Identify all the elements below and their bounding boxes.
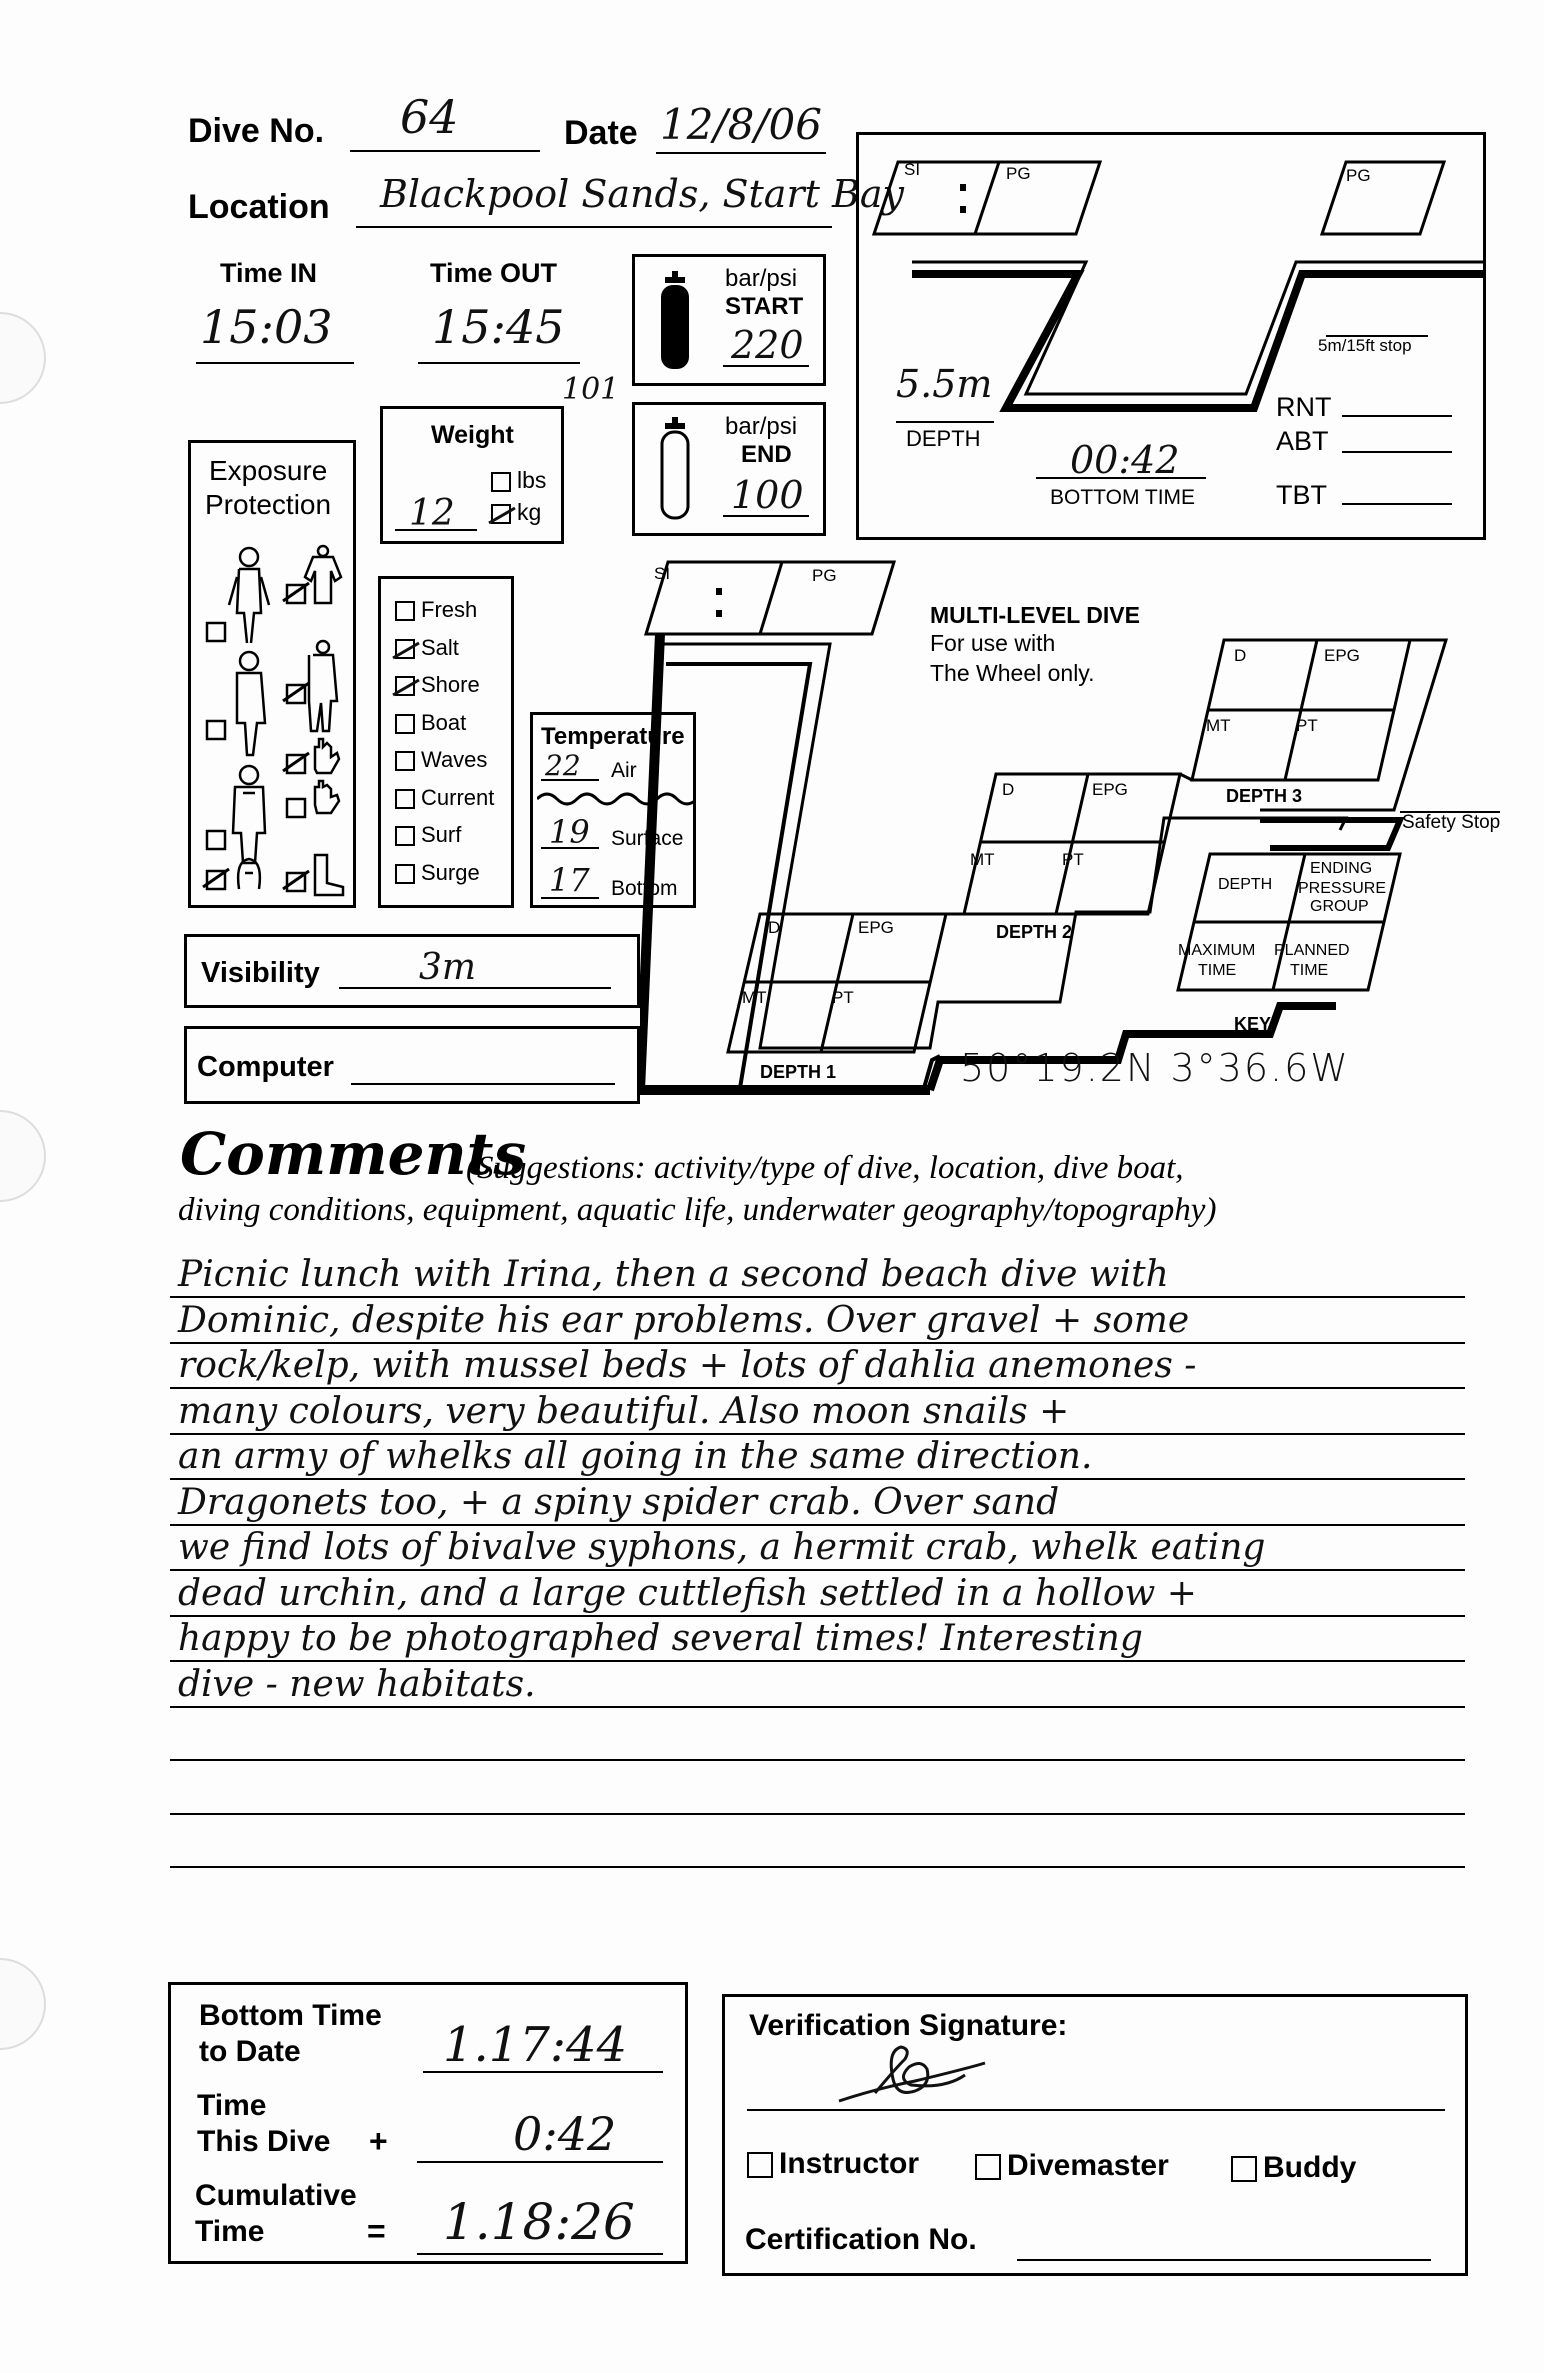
computer-box [184,1026,640,1104]
location-label: Location [188,188,330,226]
ml-subtitle-1: For use with [930,630,1056,656]
ml-key-pt-1: PLANNED [1274,942,1350,959]
buddy-label: Buddy [1263,2151,1357,2184]
ml-d3-epg-label: EPG [1324,646,1360,665]
verification-label: Verification Signature: [749,2009,1068,2042]
tank-end-box [632,402,826,536]
wetsuit-icon [237,652,265,755]
date-line [656,152,826,154]
ml-d1-d-label: D [768,918,781,937]
dive-no-value[interactable]: 64 [400,90,459,144]
weight-kg-checkbox[interactable] [491,504,511,524]
tank-start-value[interactable]: 220 [731,323,804,367]
signature-icon [835,2039,995,2109]
exposure-title-1: Exposure [209,455,328,486]
visibility-value[interactable]: 3m [419,947,477,988]
bottom-time-value[interactable]: 1.17:44 [443,2017,628,2073]
mitts-checkbox [287,799,305,817]
condition-surf[interactable] [395,822,494,860]
condition-checkbox[interactable] [395,826,415,846]
conditions-list [395,597,494,897]
condition-checkbox[interactable] [395,789,415,809]
ml-key-mt-1: MAXIMUM [1178,942,1256,959]
condition-label: Shore [421,672,480,697]
condition-fresh[interactable] [395,597,494,635]
comment-rule [170,1706,1465,1708]
ml-key-epg-1: ENDING [1310,860,1373,877]
comment-rule [170,1433,1465,1435]
time-in-label: Time IN [220,258,318,288]
weight-label: Weight [431,421,514,449]
ml-d3-d-label: D [1234,646,1247,665]
profile-bottom-time-label: BOTTOM TIME [1050,486,1196,509]
weight-lbs-checkbox[interactable] [491,472,511,492]
verify-buddy-option[interactable] [1231,2151,1356,2185]
condition-label: Current [421,784,495,810]
profile-pg-label: PG [1006,164,1031,183]
condition-label: Waves [421,747,488,772]
ml-d2-d-label: D [1002,780,1015,799]
location-line [356,226,832,228]
condition-surge[interactable] [395,860,494,898]
visibility-box [184,934,640,1008]
time-out-line [418,362,580,364]
bottom-time-label-1: Bottom Time [199,1999,382,2032]
gloves-icon [315,739,339,813]
binder-hole-middle [0,1110,46,1202]
ml-d2-epg-label: EPG [1092,780,1128,799]
cumulative-line [417,2253,663,2255]
totals-box [168,1982,688,2264]
condition-label: Boat [421,709,467,735]
comment-line[interactable]: Dragonets too, + a spiny spider crab. Over sand [178,1481,1060,1523]
condition-label: Surf [421,822,462,847]
swimsuit-checkbox [207,623,225,641]
cumulative-value[interactable]: 1.18:26 [443,2193,635,2251]
comments-heading: Comments [180,1120,527,1188]
tank-start-unit: bar/psi [725,265,798,292]
verify-instructor-option[interactable] [747,2147,919,2181]
time-in-line [196,362,354,364]
profile-depth-value[interactable]: 5.5m [896,362,993,406]
ml-safety-stop-label: Safety Stop [1402,812,1501,833]
cumulative-equals: = [367,2213,386,2249]
weight-lbs-option[interactable] [491,467,546,494]
ml-title: MULTI-LEVEL DIVE [930,602,1140,628]
dive-no-line [350,150,540,152]
drysuit-icon [233,766,265,863]
comments-suggestion-1: (Suggestions: activity/type of dive, location, dive boat, [466,1150,1184,1186]
ml-d3-mt-label: MT [1206,716,1231,735]
conditions-box [378,576,514,908]
comment-rule [170,1866,1465,1868]
temp-air-value[interactable]: 22 [545,749,581,782]
profile-rnt-label: RNT [1276,392,1332,422]
location-value[interactable]: Blackpool Sands, Start Bay [380,172,905,216]
ml-d1-mt-label: MT [742,988,767,1007]
wetsuit-checkbox [207,721,225,739]
temp-surface-value[interactable]: 19 [549,813,590,851]
ml-depth1-label: DEPTH 1 [760,1062,837,1082]
comments-suggestion-2: diving conditions, equipment, aquatic life, underwater geography/topography) [178,1192,1217,1228]
profile-descent-line [912,262,1486,394]
comment-rule [170,1387,1465,1389]
ml-key-epg-2: PRESSURE [1298,880,1387,897]
ml-key-label: KEY [1234,1014,1272,1034]
fullsuit-icon [309,641,337,731]
ml-d2-pt-label: PT [1062,850,1084,869]
time-in-value[interactable]: 15:03 [200,300,333,354]
weight-value[interactable]: 12 [409,493,455,534]
time-out-value[interactable]: 15:45 [432,300,565,354]
cumulative-label-1: Cumulative [195,2179,357,2212]
ml-key-pt-2: TIME [1290,962,1329,979]
weight-lbs-label: lbs [517,467,547,493]
condition-label: Surge [421,859,480,885]
computer-line [351,1083,615,1085]
condition-checkbox[interactable] [395,714,415,734]
certification-line [1017,2259,1431,2261]
ml-subtitle-2: The Wheel only. [930,660,1095,686]
ml-coordinates: 50°19.2N 3°36.6W [960,1046,1350,1090]
comment-line[interactable]: Picnic lunch with Irina, then a second beach dive with [178,1254,1169,1295]
this-dive-label-1: Time [197,2089,267,2122]
temperature-title: Temperature [541,723,685,750]
profile-bottom-time-value[interactable]: 00:42 [1070,438,1180,482]
profile-stop-label: 5m/15ft stop [1318,336,1412,355]
cumulative-label-2: Time [195,2215,265,2248]
temp-bottom-value[interactable]: 17 [549,861,590,899]
ml-d3-pt-label: PT [1296,716,1318,735]
profile-si-label: SI [904,160,921,179]
condition-checkbox[interactable] [395,751,415,771]
comment-rule [170,1296,1465,1298]
date-value[interactable]: 12/8/06 [660,100,822,149]
ml-pg-label: PG [812,566,837,585]
profile-pg2-box [1322,162,1444,234]
comment-line[interactable]: happy to be photographed several times! Interesting [178,1618,1143,1659]
comment-rule [170,1813,1465,1815]
condition-waves[interactable] [395,747,494,785]
tank-end-value[interactable]: 100 [731,473,804,517]
swimsuit-icon [229,548,269,643]
profile-tbt-label: TBT [1276,480,1327,510]
condition-checkbox[interactable] [395,639,415,659]
condition-boat[interactable] [395,710,494,748]
instructor-label: Instructor [779,2147,920,2180]
this-dive-value[interactable]: 0:42 [513,2107,617,2161]
comment-line[interactable]: rock/kelp, with mussel beds + lots of dahlia anemones - [178,1345,1197,1386]
comment-line[interactable]: dive - new habitats. [178,1663,536,1705]
divemaster-checkbox[interactable] [975,2154,1001,2180]
temp-air-label: Air [611,759,637,782]
date-label: Date [564,114,638,152]
comment-line[interactable]: we find lots of bivalve syphons, a hermit crab, whelk eating [178,1527,1266,1568]
verification-box [722,1994,1468,2276]
temp-bottom-label: Bottom [611,877,678,900]
condition-label: Fresh [421,597,478,622]
this-dive-plus: + [369,2123,388,2159]
binder-hole-bottom [0,1958,46,2050]
profile-abt-label: ABT [1276,426,1329,456]
buddy-checkbox[interactable] [1231,2156,1257,2182]
exposure-icons [191,543,353,903]
visibility-label: Visibility [201,957,320,989]
ml-d1-epg-label: EPG [858,918,894,937]
comment-line[interactable]: Dominic, despite his ear problems. Over gravel + some [178,1299,1190,1341]
condition-shore[interactable] [395,672,494,710]
tank-start-box [632,254,826,386]
comment-rule [170,1759,1465,1761]
multilevel-graphic [640,550,1500,1110]
ml-depth2-label: DEPTH 2 [996,922,1073,942]
exposure-title-2: Protection [205,489,332,520]
instructor-checkbox[interactable] [747,2152,773,2178]
ml-key-epg-3: GROUP [1310,898,1369,915]
drysuit-checkbox [207,831,225,849]
comment-line[interactable]: many colours, very beautiful. Also moon snails + [178,1390,1070,1432]
condition-current[interactable] [395,785,494,823]
comment-rule [170,1615,1465,1617]
comment-line[interactable]: an army of whelks all going in the same direction. [178,1436,1093,1477]
tank-end-label: END [741,441,792,468]
ml-si-label: SI [654,564,671,583]
exposure-box [188,440,356,908]
comment-rule [170,1342,1465,1344]
temp-surface-label: Surface [611,827,684,850]
binder-hole-top [0,312,46,404]
condition-checkbox[interactable] [395,864,415,884]
certification-label: Certification No. [745,2223,977,2256]
ml-depth3-label: DEPTH 3 [1226,786,1303,806]
ml-key-depth: DEPTH [1218,876,1273,893]
tank-start-label: START [725,293,804,320]
computer-label: Computer [197,1051,334,1083]
divemaster-label: Divemaster [1007,2149,1169,2182]
ml-d1-pt-label: PT [832,988,854,1007]
profile-depth-label: DEPTH [906,426,981,451]
profile-pg2-label: PG [1346,166,1371,185]
this-dive-line [417,2161,663,2163]
time-out-label: Time OUT [430,258,558,288]
weight-kg-option[interactable] [491,499,541,526]
dive-no-label: Dive No. [188,112,325,150]
condition-checkbox[interactable] [395,601,415,621]
tank-empty-icon [657,417,693,521]
ml-d2-mt-label: MT [970,850,995,869]
ml-key-mt-2: TIME [1198,962,1237,979]
time-out-note: 101 [562,372,620,407]
shorty-icon [305,546,341,603]
comment-rule [170,1478,1465,1480]
comment-rule [170,1569,1465,1571]
comment-line[interactable]: dead urchin, and a large cuttlefish settled in a hollow + [178,1572,1197,1614]
boots-icon [315,855,343,895]
this-dive-label-2: This Dive [197,2125,331,2158]
weight-kg-label: kg [517,499,542,525]
comment-rule [170,1660,1465,1662]
weight-box [380,406,564,544]
tank-end-unit: bar/psi [725,413,798,440]
comment-rule [170,1524,1465,1526]
bottom-time-label-2: to Date [199,2035,301,2068]
condition-checkbox[interactable] [395,676,415,696]
verify-divemaster-option[interactable] [975,2149,1169,2183]
signature-line [747,2109,1445,2111]
condition-salt[interactable] [395,635,494,673]
tank-full-icon [657,271,693,371]
condition-label: Salt [421,634,459,660]
